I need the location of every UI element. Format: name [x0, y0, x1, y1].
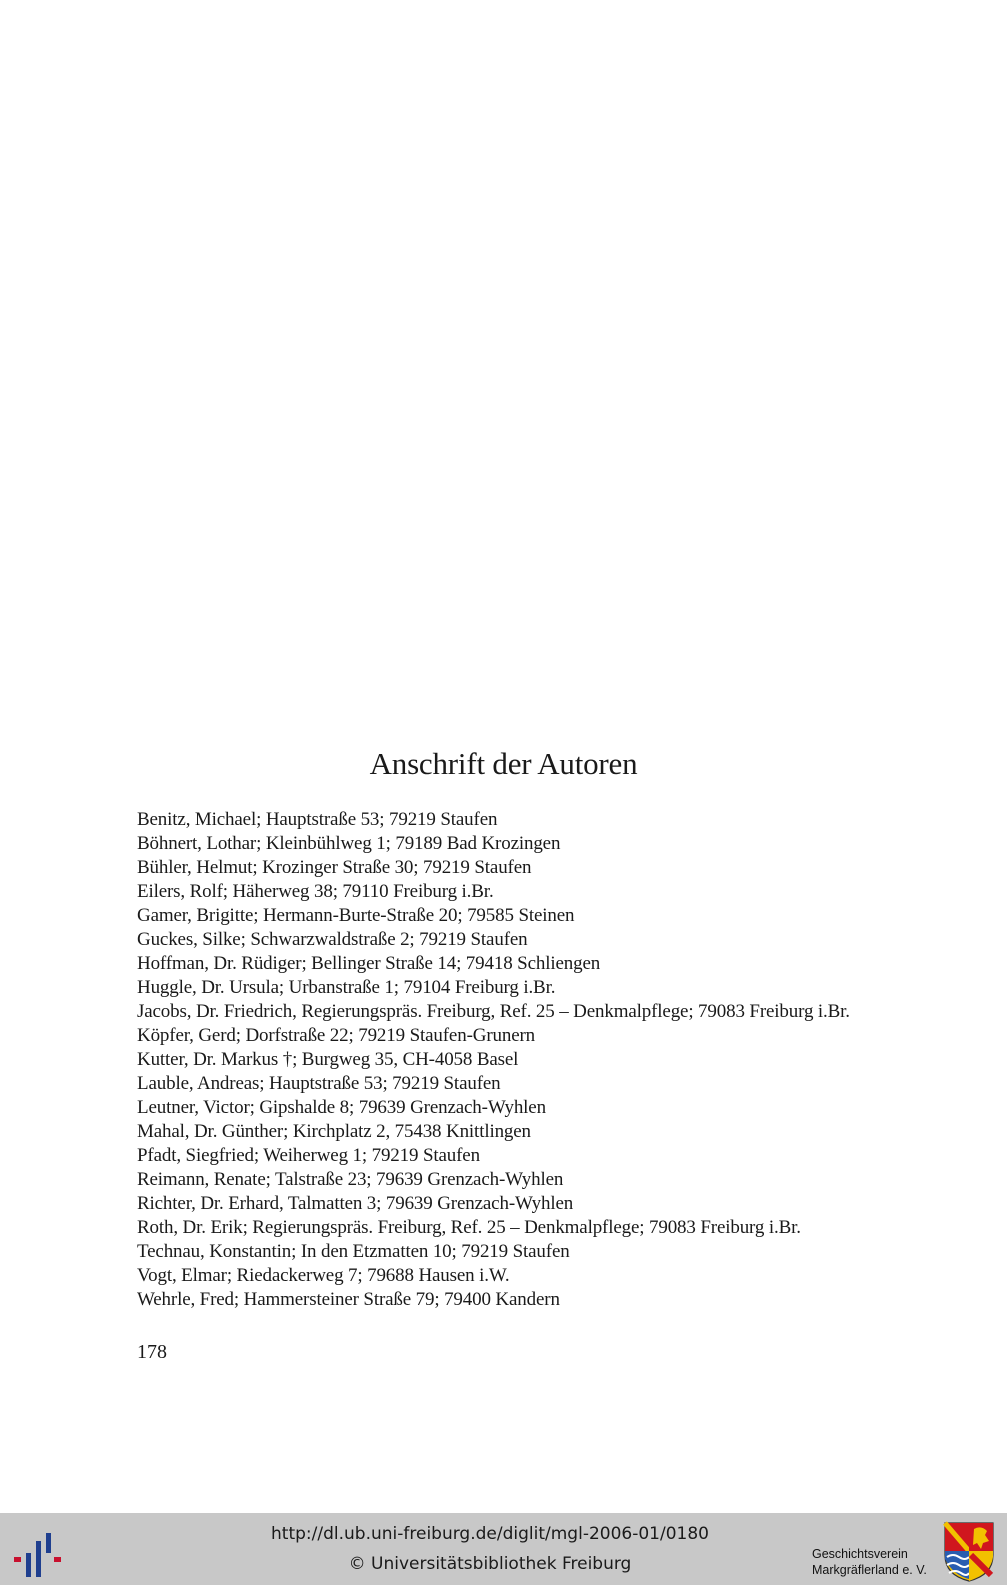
author-entry: Pfadt, Siegfried; Weiherweg 1; 79219 Staufen	[137, 1145, 480, 1166]
author-entry: Roth, Dr. Erik; Regierungspräs. Freiburg, Ref. 25 – Denkmalpflege; 79083 Freiburg i.Br.	[137, 1217, 801, 1238]
author-entry: Technau, Konstantin; In den Etzmatten 10; 79219 Staufen	[137, 1241, 570, 1262]
author-entry: Mahal, Dr. Günther; Kirchplatz 2, 75438 Knittlingen	[137, 1121, 531, 1142]
author-entry: Köpfer, Gerd; Dorfstraße 22; 79219 Staufen-Grunern	[137, 1025, 536, 1046]
author-entry: Guckes, Silke; Schwarzwaldstraße 2; 79219 Staufen	[137, 929, 528, 950]
society-name-line2: Markgräflerland e. V.	[812, 1563, 927, 1577]
author-entry: Böhnert, Lothar; Kleinbühlweg 1; 79189 Bad Krozingen	[137, 833, 561, 854]
page-title: Anschrift der Autoren	[369, 746, 638, 781]
author-entry: Gamer, Brigitte; Hermann-Burte-Straße 20; 79585 Steinen	[137, 905, 575, 926]
author-entry: Benitz, Michael; Hauptstraße 53; 79219 Staufen	[137, 809, 498, 830]
society-name	[812, 1546, 927, 1578]
author-entry: Richter, Dr. Erhard, Talmatten 3; 79639 Grenzach-Wyhlen	[137, 1193, 574, 1214]
author-entry: Wehrle, Fred; Hammersteiner Straße 79; 79400 Kandern	[137, 1289, 560, 1310]
author-entry: Eilers, Rolf; Häherweg 38; 79110 Freiburg i.Br.	[137, 881, 494, 902]
author-entry: Lauble, Andreas; Hauptstraße 53; 79219 Staufen	[137, 1073, 501, 1094]
author-entry: Bühler, Helmut; Krozinger Straße 30; 79219 Staufen	[137, 857, 532, 878]
author-entry: Jacobs, Dr. Friedrich, Regierungspräs. Freiburg, Ref. 25 – Denkmalpflege; 79083 Freiburg i.Br.	[137, 1001, 850, 1022]
footer-bar	[0, 1513, 1007, 1585]
author-entry: Hoffman, Dr. Rüdiger; Bellinger Straße 14; 79418 Schliengen	[137, 953, 601, 974]
author-entry: Vogt, Elmar; Riedackerweg 7; 79688 Hausen i.W.	[137, 1265, 510, 1286]
library-logo-icon	[14, 1533, 64, 1577]
society-name-line1: Geschichtsverein	[812, 1547, 908, 1561]
document-url-link[interactable]: http://dl.ub.uni-freiburg.de/diglit/mgl-2006-01/0180	[271, 1524, 709, 1544]
author-entry: Huggle, Dr. Ursula; Urbanstraße 1; 79104 Freiburg i.Br.	[137, 977, 556, 998]
author-entry: Reimann, Renate; Talstraße 23; 79639 Grenzach-Wyhlen	[137, 1169, 564, 1190]
page-number: 178	[137, 1341, 167, 1363]
author-list	[137, 808, 850, 1312]
coat-of-arms-icon	[943, 1521, 995, 1583]
author-entry: Kutter, Dr. Markus †; Burgweg 35, CH-4058 Basel	[137, 1049, 519, 1070]
author-entry: Leutner, Victor; Gipshalde 8; 79639 Grenzach-Wyhlen	[137, 1097, 546, 1118]
copyright-text: © Universitätsbibliothek Freiburg	[348, 1554, 632, 1574]
